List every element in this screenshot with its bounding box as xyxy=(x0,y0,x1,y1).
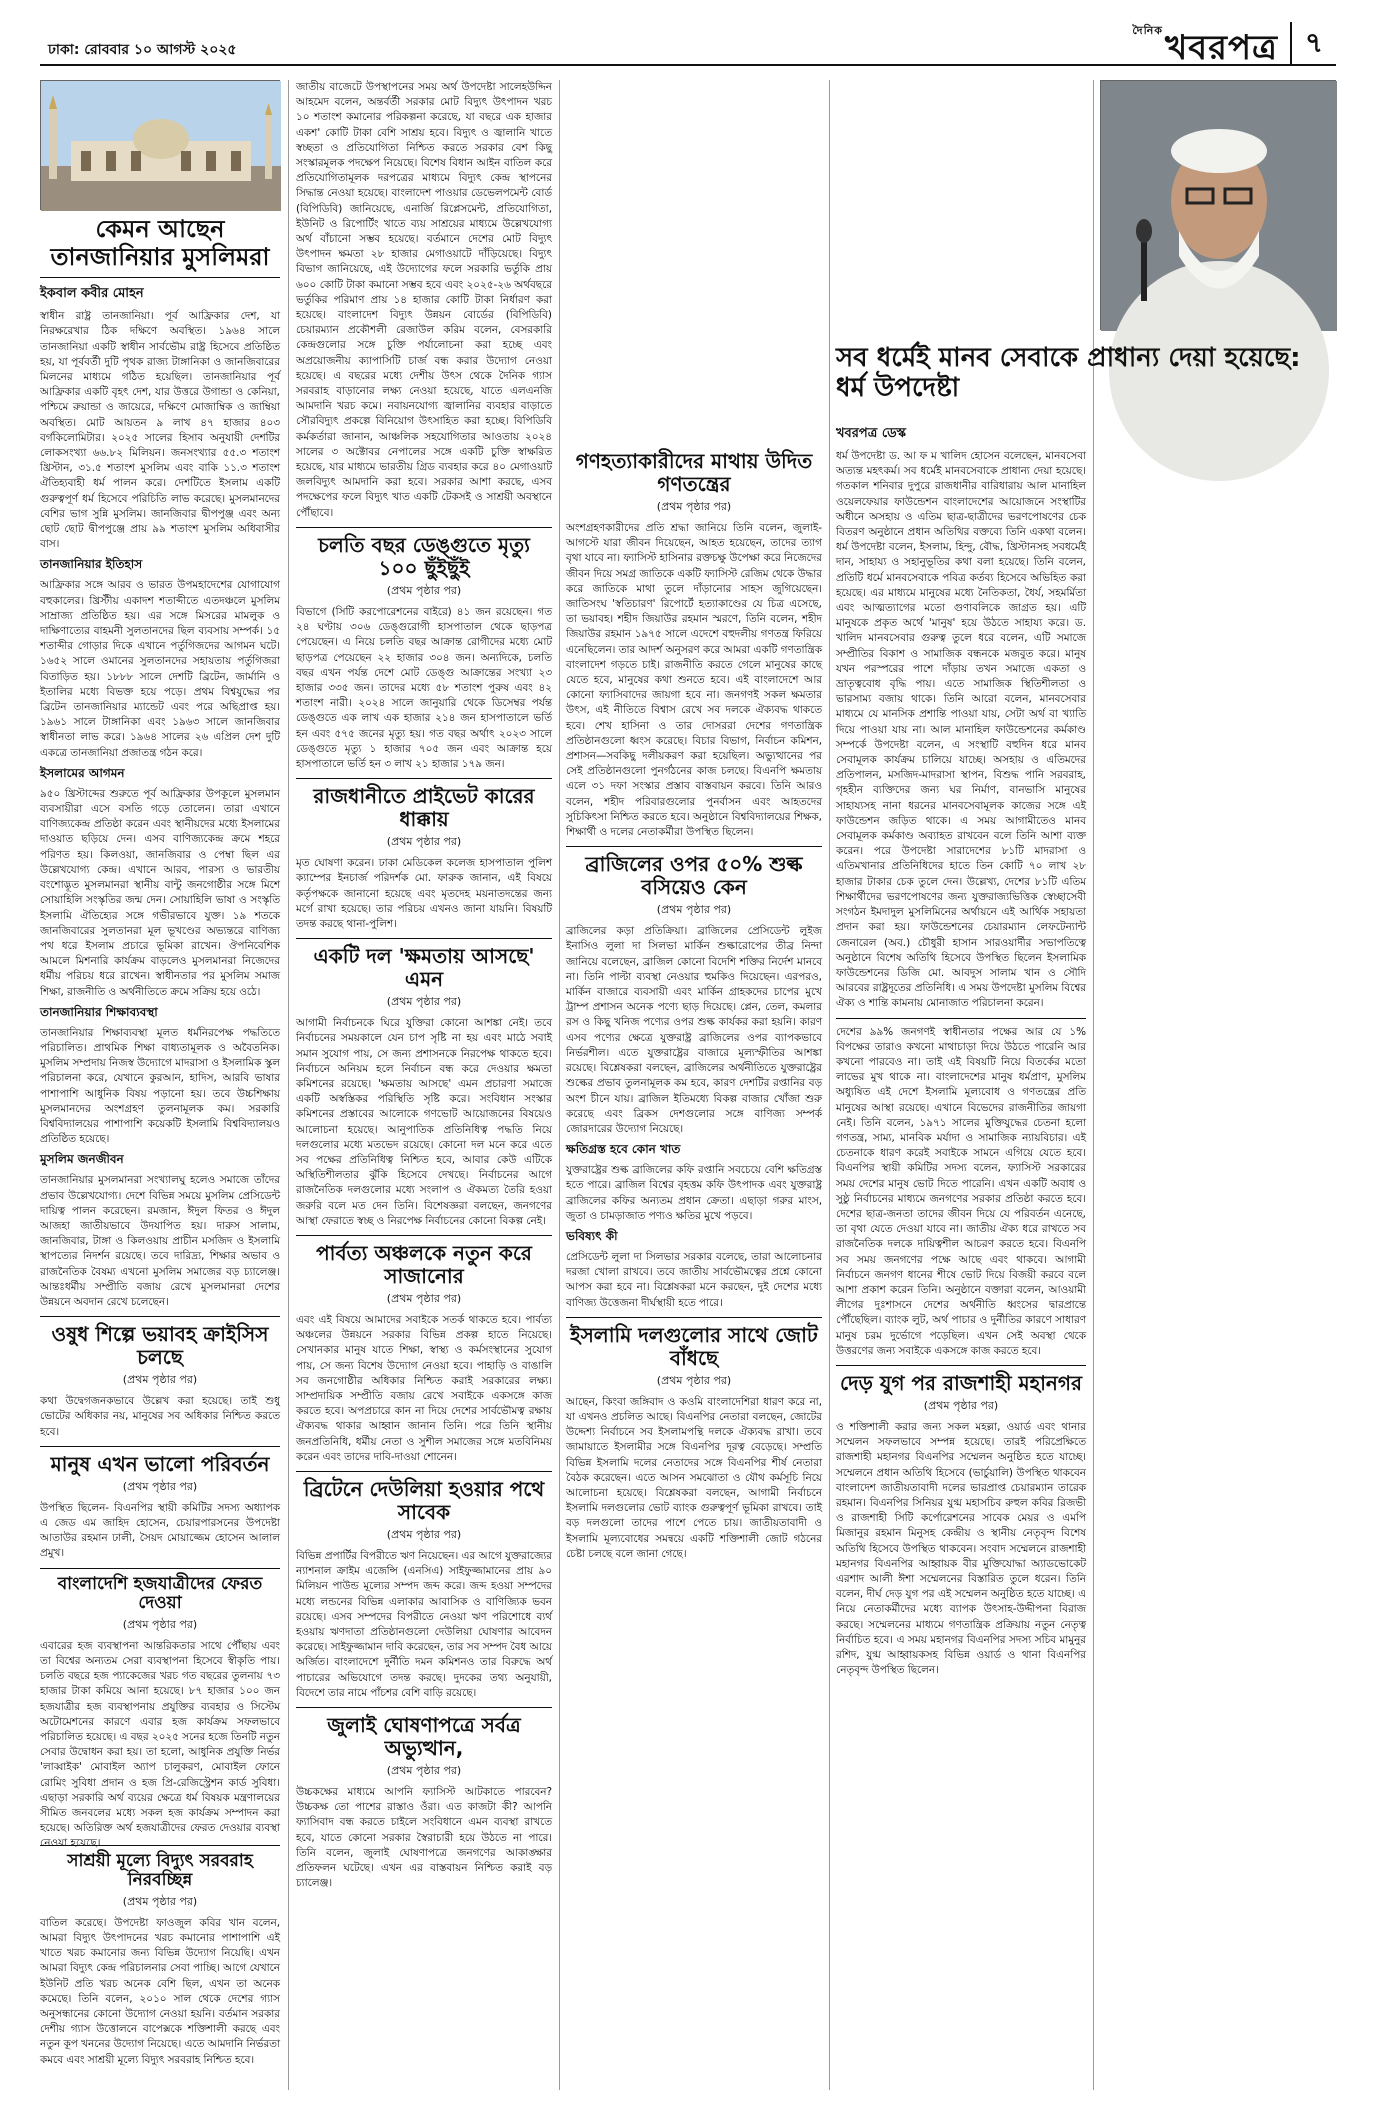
article-text: আগামী নির্বাচনকে ঘিরে যুক্তিরা কোনো আশঙ্কা নেই। তবে নির্বাচনের সময়কালে যেন চাপ সৃষ্টি না হয় এবং মাঠে সবাই সমান সুযোগ পায়, সে জন্য প্রশাসনকে নিরপেক্ষ থাকতে হবে। নির্বাচনে অনিয়ম হলে নির্বাচন বন্ধ করে দেওয়ার ক্ষমতা কমিশনের রয়েছে। 'ক্ষমতায় আসছে' এমন প্রচারণা সমাজে একটি অস্বস্তিকর পরিস্থিতি সৃষ্টি করে। সংবিধান সংস্কার কমিশনের প্রস্তাবের আলোকে গণভোট আয়োজনের বিষয়েও আলোচনা হয়েছে। আনুপাতিক প্রতিনিধিত্ব পদ্ধতি নিয়ে দলগুলোর মধ্যে মতভেদ রয়েছে। কোনো দল মনে করে এতে সব পক্ষের প্রতিনিধিত্ব নিশ্চিত হবে, আবার কেউ এটিকে অস্থিতিশীলতার ঝুঁকি হিসেবে দেখছে। নির্বাচনের আগে রাজনৈতিক দলগুলোর মধ্যে সংলাপ ও ঐকমত্য তৈরি হওয়া জরুরি বলে মত দেন তিনি। বিশেষজ্ঞরা বলছেন, জনগণের আস্থা ফেরাতে স্বচ্ছ ও নিরপেক্ষ নির্বাচনের কোনো বিকল্প নেই। xyxy=(296,1017,552,1227)
continued-tag: (প্রথম পৃষ্ঠার পর) xyxy=(656,1373,732,1387)
byline: খবরপত্র ডেস্ক xyxy=(836,426,907,441)
article-text: তানজানিয়ার শিক্ষাব্যবস্থা মূলত ধর্মনিরপেক্ষ পদ্ধতিতে পরিচালিত। প্রাথমিক শিক্ষা বাধ্যতামূলক ও অবৈতনিক। মুসলিম সম্প্রদায় নিজস্ব উদ্যোগে মাদরাসা ও ইসলামিক স্কুল পরিচালনা করে, যেখানে কুরআন, হাদিস, আরবি ভাষার পাশাপাশি আধুনিক বিষয় পড়ানো হয়। তবে উচ্চশিক্ষায় মুসলমানদের অংশগ্রহণ তুলনামূলক কম। সরকারি বিশ্ববিদ্যালয়ের পাশাপাশি কয়েকটি ইসলামি বিশ্ববিদ্যালয়ও প্রতিষ্ঠিত হয়েছে। xyxy=(40,1026,280,1146)
subheading: তানজানিয়ার ইতিহাস xyxy=(40,557,143,572)
column-divider xyxy=(829,80,830,2090)
subheading: মুসলিম জনজীবন xyxy=(40,1152,124,1167)
religion-headline-area xyxy=(836,338,1336,406)
continued-tag: (প্রথম পৃষ্ঠার পর) xyxy=(386,1764,462,1778)
article-text: এবারের হজ ব্যবস্থাপনা আন্তরিকতার সাথে পৌঁছায় এবং তা বিশ্বের অন্যতম সেরা ব্যবস্থাপনা হিসেবে স্বীকৃতি পায়। চলতি বছরে হজ প্যাকেজের খরচ গত বছরের তুলনায় ৭৩ হাজার টাকা কমিয়ে আনা হয়েছে। ৮৭ হাজার ১০০ জন হজযাত্রীর হজ ব্যবস্থাপনায় প্রযুক্তির ব্যবহার ও সিস্টেম অটোমেশনের কারণে এবার হজ কার্যক্রম সফলভাবে পরিচালিত হয়েছে। এ বছর ২০২৫ সনের হজে তিনটি নতুন সেবার উদ্বোধন করা হয়। তা হলো, আধুনিক প্রযুক্তি নির্ভর 'লাব্বাইক' মোবাইল অ্যাপ চালুকরণ, মোবাইল ফোনে রোমিং সুবিধা প্রদান ও হজ প্রি-রেজিস্ট্রেশন কার্ড সুবিধা। এছাড়া সরকারি অর্থ ব্যয়ের ক্ষেত্রে ধর্ম বিষয়ক মন্ত্রণালয়ের সীমিত জনবলের মধ্যে সকল হজ কার্যক্রম সম্পাদন করা হয়েছে। অতিরিক্ত অর্থ হজযাত্রীদের ফেরত দেওয়ার ব্যবস্থা নেওয়া হয়েছে। xyxy=(40,1639,280,1850)
advisor-photo xyxy=(1100,80,1336,330)
headline-dengue: চলতি বছর ডেঙ্গুতে মৃত্যু ১০০ ছুঁইছুঁই xyxy=(318,532,530,580)
headline-religion: সব ধর্মেই মানব সেবাকে প্রাধান্য দেয়া হয়েছে: ধর্ম উপদেষ্টা xyxy=(836,343,1301,403)
headline-hills: পার্বত্য অঞ্চলকে নতুন করে সাজানোর xyxy=(316,1240,532,1288)
headline-massacre: গণহত্যাকারীদের মাথায় উদিত গণতন্ত্রের xyxy=(575,449,813,496)
logo-text: খবরপত্র xyxy=(1164,28,1278,68)
continued-tag: (প্রথম পৃষ্ঠার পর) xyxy=(122,1894,198,1908)
article-text: বিভিন্ন প্রপার্টির বিপরীতে ঋণ নিয়েছেন। এর আগে যুক্তরাজ্যের ন্যাশনাল ক্রাইম এজেন্সি (এনসিএ) সাইফুজ্জামানের প্রায় ৯০ মিলিয়ন পাউন্ড মূল্যের সম্পদ জব্দ করে। জব্দ হওয়া সম্পদের মধ্যে লন্ডনের বিভিন্ন এলাকার আবাসিক ও বাণিজ্যিক ভবন রয়েছে। এসব সম্পদের বিপরীতে নেওয়া ঋণ পরিশোধে ব্যর্থ হওয়ায় ঋণদাতা প্রতিষ্ঠানগুলো দেউলিয়া ঘোষণার আবেদন করেছে। সাইফুজ্জামান দাবি করেছেন, তার সব সম্পদ বৈধ আয়ে অর্জিত। বাংলাদেশে দুর্নীতি দমন কমিশনও তার বিরুদ্ধে অর্থ পাচারের অভিযোগে তদন্ত করছে। দুদকের তথ্য অনুযায়ী, বিদেশে তার নামে পাঁচশর বেশি বাড়ি রয়েছে। xyxy=(296,1550,552,1699)
article-text: প্রেসিডেন্ট লুলা দা সিলভার সরকার বলেছে, তারা আলোচনার দরজা খোলা রাখবে। তবে জাতীয় সার্বভৌমত্বের প্রশ্নে কোনো আপস করা হবে না। বিশ্লেষকরা মনে করছেন, দুই দেশের মধ্যে বাণিজ্য উত্তেজনা দীর্ঘস্থায়ী হতে পারে। xyxy=(566,1250,822,1309)
continued-tag: (প্রথম পৃষ্ঠার পর) xyxy=(386,1528,462,1542)
masthead xyxy=(40,22,1336,66)
continued-tag: (প্রথম পৃষ্ঠার পর) xyxy=(386,835,462,849)
headline-pharma: ওষুধ শিল্পে ভয়াবহ ক্রাইসিস চলছে xyxy=(51,1322,269,1370)
feature-photo-area xyxy=(1100,80,1336,330)
rule xyxy=(566,846,822,847)
rule xyxy=(836,1365,1086,1366)
subheading: তানজানিয়ার শিক্ষাব্যবস্থা xyxy=(40,1004,158,1019)
rule xyxy=(296,1471,552,1472)
article-text: মৃত ঘোষণা করেন। ঢাকা মেডিকেল কলেজ হাসপাতাল পুলিশ ক্যাম্পের ইনচার্জ পরিদর্শক মো. ফারুক জানান, এই বিষয়ে কর্তৃপক্ষকে জানানো হয়েছে এবং মৃতদেহ ময়নাতদন্তের জন্য মর্গে রাখা হয়েছে। তার পরিচয় এখনও জানা যায়নি। বিষয়টি তদন্ত করছে থানা-পুলিশ। xyxy=(296,857,552,930)
article-text: কথা উদ্বেগজনকভাবে উল্লেখ করা হয়েছে। তাই শুধু ভোটের অধিকার নয়, মানুষের সব অধিকার নিশ্চিত করতে হবে। xyxy=(40,1395,280,1438)
article-text: জাতীয় বাজেটে উপস্থাপনের সময় অর্থ উপদেষ্টা সালেহউদ্দিন আহমেদ বলেন, অন্তর্বর্তী সরকার মোট বিদ্যুৎ উৎপাদন খরচ ১০ শতাংশ কমানোর পরিকল্পনা করেছে, যা বছরে এক হাজার একশ' কোটি টাকা বেশি সাশ্রয় হবে। বিদ্যুৎ ও জ্বালানি খাতে স্বচ্ছতা ও প্রতিযোগিতা নিশ্চিত করতে সরকার বেশ কিছু সংস্কারমূলক পদক্ষেপ নিয়েছে। বিশেষ বিধান আইন বাতিল করে প্রতিযোগিতামূলক দরপত্রের মাধ্যমে বিদ্যুৎ কেন্দ্র স্থাপনের সিদ্ধান্ত নেওয়া হয়েছে। বাংলাদেশ পাওয়ার ডেভেলপমেন্ট বোর্ড (বিপিডিবি) জানিয়েছে, এনার্জি রিপ্লেসমেন্ট, প্রতিযোগিতা, ইউনিট ও রিপোর্টিং খাতে ব্যয় সাশ্রয়ের মাধ্যমে উল্লেখযোগ্য অর্থ বাঁচানো সম্ভব হয়েছে। বর্তমানে দেশের মোট বিদ্যুৎ উৎপাদন ক্ষমতা ২৮ হাজার মেগাওয়াটে দাঁড়িয়েছে। বিদ্যুৎ বিভাগ জানিয়েছে, এই উদ্যোগের ফলে সরকারি ভর্তুকি প্রায় ৬০০ কোটি টাকা কমানো সম্ভব হবে এবং ২০২৫-২৬ অর্থবছরে ভর্তুকির পরিমাণ প্রায় ১৪ হাজার কোটি টাকা নির্ধারণ করা হয়েছে। বাংলাদেশ বিদ্যুৎ উন্নয়ন বোর্ডের (বিপিডিবি) চেয়ারম্যান প্রকৌশলী রেজাউল করিম বলেন, বেসরকারি কেন্দ্রগুলোর সঙ্গে চুক্তি পর্যালোচনা করা হচ্ছে এবং অপ্রয়োজনীয় ক্যাপাসিটি চার্জ বন্ধ করার উদ্যোগ নেওয়া হয়েছে। এ বছরের মধ্যে দেশীয় উৎস থেকে দৈনিক গ্যাস সরবরাহ বাড়ানোর লক্ষ্য নেওয়া হয়েছে, যাতে এলএনজি আমদানি খরচ কমে। নবায়নযোগ্য জ্বালানির ব্যবহার বাড়াতে সৌরবিদ্যুৎ প্রকল্পে বিনিয়োগ উৎসাহিত করা হচ্ছে। বিপিডিবি কর্মকর্তারা জানান, আঞ্চলিক সহযোগিতার আওতায় ২০২৪ সালের ৩ অক্টোবর নেপালের সঙ্গে একটি চুক্তি স্বাক্ষরিত হয়েছে, যার মাধ্যমে ভারতীয় গ্রিড ব্যবহার করে ৪০ মেগাওয়াট জলবিদ্যুৎ আমদানি করা হবে। সরকার আশা করছে, এসব পদক্ষেপের ফলে বিদ্যুৎ খাত একটি টেকসই ও সাশ্রয়ী অবস্থানে পৌঁছাবে। xyxy=(296,81,552,519)
advisor-portrait xyxy=(1101,81,1337,331)
headline-rajshahi: দেড় যুগ পর রাজশাহী মহানগর xyxy=(840,1370,1082,1395)
rule xyxy=(40,277,280,278)
headline-july: জুলাই ঘোষণাপত্রে সর্বত্র অভ্যুত্থান, xyxy=(327,1713,521,1761)
article-text: বিভাগে (সিটি করপোরেশনের বাইরে) ৪১ জন রয়েছেন। গত ২৪ ঘণ্টায় ৩০৬ ডেঙ্গুরোগী হাসপাতাল থেকে ছাড়পত্র পেয়েছেন। এ নিয়ে চলতি বছর আক্রান্ত রোগীদের মধ্যে মোট ছাড়পত্র পেয়েছেন ২২ হাজার ৩০৪ জন। অন্যদিকে, চলতি বছর এখন পর্যন্ত দেশে মোট ডেঙ্গু আক্রান্তের সংখ্যা ২৩ হাজার ৩৩৫ জন। তাদের মধ্যে ৫৮ শতাংশ পুরুষ এবং ৪২ শতাংশ নারী। ২০২৪ সালে জানুয়ারি থেকে ডিসেম্বর পর্যন্ত ডেঙ্গুতে এক লাখ এক হাজার ২১৪ জন হাসপাতালে ভর্তি হন এবং ৫৭৫ জনের মৃত্যু হয়। গত বছর অর্থাৎ ২০২৩ সালে ডেঙ্গুতে মৃত্যু ১ হাজার ৭০৫ জন এবং আক্রান্ত হয়ে হাসপাতালে ভর্তি হন ৩ লাখ ২১ হাজার ১৭৯ জন। xyxy=(296,605,552,770)
continued-tag: (প্রথম পৃষ্ঠার পর) xyxy=(656,500,732,513)
article-text: ৯৫০ খ্রিস্টাব্দের শুরুতে পূর্ব আফ্রিকার উপকূলে মুসলমান ব্যবসায়ীরা এসে বসতি গড়ে তোলেন। তারা এখানে বাণিজ্যকেন্দ্র প্রতিষ্ঠা করেন এবং স্থানীয়দের মধ্যে ইসলামের দাওয়াত ছড়িয়ে দেন। এসব বাণিজ্যকেন্দ্র ক্রমে শহরে পরিণত হয়। কিলওয়া, জানজিবার ও পেম্বা ছিল এর উল্লেখযোগ্য কেন্দ্র। এখানে আরব, পারস্য ও ভারতীয় বংশোদ্ভূত মুসলমানরা স্থানীয় বান্টু জনগোষ্ঠীর সঙ্গে মিশে সোয়াহিলি সংস্কৃতির জন্ম দেন। সোয়াহিলি ভাষা ও সংস্কৃতি ইসলামি ঐতিহ্যের সঙ্গে গভীরভাবে যুক্ত। ১৯ শতকে জানজিবারের সুলতানরা মূল ভূখণ্ডের অভ্যন্তরে বাণিজ্য পথ ধরে ইসলাম প্রচারে ভূমিকা রাখেন। ঔপনিবেশিক আমলে মিশনারি কার্যক্রম বাড়লেও মুসলমানরা নিজেদের ধর্মীয় পরিচয় ধরে রাখেন। স্বাধীনতার পর মুসলিম সমাজ শিক্ষা, রাজনীতি ও অর্থনীতিতে ক্রমে সক্রিয় হয়ে ওঠে। xyxy=(40,787,280,998)
mosque-illustration xyxy=(41,81,281,211)
column-divider xyxy=(559,80,560,2090)
headline-britain: ব্রিটেনে দেউলিয়া হওয়ার পথে সাবেক xyxy=(303,1477,545,1525)
newspaper-logo xyxy=(1124,22,1286,68)
headline-tanzania: কেমন আছেন তানজানিয়ার মুসলিমরা xyxy=(50,215,270,271)
rule xyxy=(40,1446,280,1447)
subheading: ক্ষতিগ্রস্ত হবে কোন খাত xyxy=(566,1142,681,1157)
subheading: ভবিষ্যৎ কী xyxy=(566,1228,618,1243)
rule xyxy=(296,1235,552,1236)
rule xyxy=(40,1568,280,1569)
article-text: উচ্চকক্ষের মাধ্যমে আপনি ফ্যাসিস্ট আটকাতে পারবেন? উচ্চকক্ষ তো পাশের রাস্তাও ওঁরা। এত কাজটা কী? আপনি ফ্যাসিবাদ বন্ধ করতে চাইলে সংবিধানে এমন ব্যবস্থা রাখতে হবে, যাতে কোনো সরকার স্বৈরাচারী হয়ে উঠতে না পারে। তিনি বলেন, জুলাই ঘোষণাপত্রে জনগণের আকাঙ্ক্ষার প্রতিফলন ঘটেছে। এখন এর বাস্তবায়ন নিশ্চিত করাই বড় চ্যালেঞ্জ। xyxy=(296,1786,552,1890)
rule xyxy=(836,1018,1086,1019)
column-2 xyxy=(296,80,552,1891)
article-text: ধর্ম উপদেষ্টা ড. আ ফ ম খালিদ হোসেন বলেছেন, মানবসেবা অত্যন্ত মহৎকর্ম। সব ধর্মেই মানবসেবাকে প্রাধান্য দেয়া হয়েছে। গতকাল শনিবার দুপুরে রাজধানীর বারিধারায় আল মানাহিল ওয়েলফেয়ার ফাউন্ডেশন বাংলাদেশের আয়োজনে সংস্থাটির অধীনে অসহায় ও এতিম ছাত্র-ছাত্রীদের ভরণপোষণের চেক বিতরণ অনুষ্ঠানে প্রধান অতিথির বক্তব্যে তিনি একথা বলেন। ধর্ম উপদেষ্টা বলেন, ইসলাম, হিন্দু, বৌদ্ধ, খ্রিস্টানসহ সবধর্মেই দান, সাহায্য ও সহানুভূতির কথা বলা হয়েছে। তিনি বলেন, প্রতিটি ধর্মে মানবসেবাকে পবিত্র কর্তব্য হিসেবে অভিহিত করা হয়েছে। এর মাধ্যমে মানুষের মধ্যে নৈতিকতা, ধৈর্য, সহমর্মিতা এবং আত্মত্যাগের মতো গুণাবলিকে জাগ্রত হয়। এটি মানুষকে প্রকৃত অর্থে 'মানুষ' হয়ে উঠতে সাহায্য করে। ড. খালিদ মানবসেবার গুরুত্ব তুলে ধরে বলেন, এটি সমাজে সম্প্রীতির বিকাশ ও সামাজিক বন্ধনকে মজবুত করে। মানুষ যখন পরস্পরের পাশে দাঁড়ায় তখন সমাজে একতা ও ভ্রাতৃত্ববোধ বৃদ্ধি পায়। এতে সামাজিক স্থিতিশীলতা ও ভারসাম্য বজায় থাকে। তিনি আরো বলেন, মানবসেবার মাধ্যমে যে মানসিক প্রশান্তি পাওয়া যায়, সেটা অর্থ বা খ্যাতি দিয়ে পাওয়া যায় না। আল মানাহিল ফাউন্ডেশনের কর্মকাণ্ড সম্পর্কে উপদেষ্টা বলেন, এ সংস্থাটি বহুদিন ধরে মানব সেবামূলক কার্যক্রম চালিয়ে যাচ্ছে। অসহায় ও এতিমদের প্রতিপালন, মসজিদ-মাদরাসা স্থাপন, বিশুদ্ধ পানি সরবরাহ, গৃহহীন ব্যক্তিদের জন্য ঘর নির্মাণ, বানভাসি মানুষের সাহায্যসহ নানা ধরনের মানবসেবামূলক কাজের সঙ্গে এই ফাউন্ডেশন জড়িত থাকে। এ সময় আগামীতেও মানব সেবামূলক কর্মকাণ্ড অব্যাহত রাখবেন বলে তিনি আশা ব্যক্ত করেন। পরে উপদেষ্টা সারাদেশের ৮১টি মাদরাসা ও এতিমখানার প্রতিনিধিদের হাতে তিন কোটি ৭০ লাখ ২৮ হাজার টাকার চেক তুলে দেন। উল্লেখ্য, দেশের ৮১টি এতিম শিক্ষার্থীদের ভরণপোষণের জন্য যুক্তরাজ্যভিত্তিক স্বেচ্ছাসেবী সংগঠন ইমদাদুল মুসলিমিনের অর্থায়নে এই আর্থিক সহায়তা প্রদান করা হয়। ফাউন্ডেশনের চেয়ারম্যান লেফটেন্যান্ট জেনারেল (অব.) চৌধুরী হাসান সারওয়ার্দীর সভাপতিত্বে অনুষ্ঠানে বিশেষ অতিথি হিসেবে উপস্থিত ছিলেন ইসলামিক ফাউন্ডেশনের ডিজি মো. আবদুস সালাম খান ও সৌদি আরবের রাষ্ট্রদূতের প্রতিনিধি। এ সময় উপদেষ্টা মুসলিম বিশ্বের ঐক্য ও শান্তি কামনায় মোনাজাত পরিচালনা করেন। xyxy=(836,450,1086,1010)
continued-tag: (প্রথম পৃষ্ঠার পর) xyxy=(386,583,462,597)
newspaper-page xyxy=(40,22,1336,2102)
article-text: ও শক্তিশালী করার জন্য সকল মহল্লা, ওয়ার্ড এবং থানার সম্মেলন সফলভাবে সম্পন্ন হয়েছে। তারই পরিপ্রেক্ষিতে রাজশাহী মহানগর বিএনপির সম্মেলন অনুষ্ঠিত হতে যাচ্ছে। সম্মেলনে প্রধান অতিথি হিসেবে (ভার্চুয়ালি) উপস্থিত থাকবেন বাংলাদেশ জাতীয়তাবাদী দলের ভারপ্রাপ্ত চেয়ারম্যান তারেক রহমান। বিএনপির সিনিয়র যুগ্ম মহাসচিব রুহুল কবির রিজভী ও রাজশাহী সিটি কর্পোরেশনের সাবেক মেয়র ও এমপি মিজানুর রহমান মিনুসহ কেন্দ্রীয় ও স্থানীয় নেতৃবৃন্দ বিশেষ অতিথি হিসেবে উপস্থিত থাকবেন। সংবাদ সম্মেলনে রাজশাহী মহানগর বিএনপির আহ্বায়ক বীর মুক্তিযোদ্ধা অ্যাডভোকেট এরশাদ আলী ঈশা সম্মেলনের বিস্তারিত তুলে ধরেন। তিনি বলেন, দীর্ঘ দেড় যুগ পর এই সম্মেলন অনুষ্ঠিত হতে যাচ্ছে। এ নিয়ে নেতাকর্মীদের মধ্যে ব্যাপক উৎসাহ-উদ্দীপনা বিরাজ করছে। সম্মেলনের মাধ্যমে গণতান্ত্রিক প্রক্রিয়ায় নতুন নেতৃত্ব নির্বাচিত হবে। এ সময় মহানগর বিএনপির সদস্য সচিব মামুনুর রশিদ, যুগ্ম আহ্বায়কসহ বিভিন্ন ওয়ার্ড ও থানা বিএনপির নেতৃবৃন্দ উপস্থিত ছিলেন। xyxy=(836,1420,1086,1677)
article-text: অংশগ্রহণকারীদের প্রতি শ্রদ্ধা জানিয়ে তিনি বলেন, জুলাই-আগস্টে যারা জীবন দিয়েছেন, আহত হয়েছেন, তাদের ত্যাগ বৃথা যাবে না। ফ্যাসিস্ট হাসিনার রক্তচক্ষু উপেক্ষা করে নিজেদের জীবন দিয়ে সমগ্র জাতিকে একটি ফ্যাসিস্ট রেজিম থেকে উদ্ধার করে জাতিকে মাথা তুলে দাঁড়ানোর সাহস জুগিয়েছেন। জাতিসংঘ 'স্বতিচারণ' রিপোর্টে হত্যাকাণ্ডের যে চিত্র এসেছে, তা ভয়াবহ। শহীদ জিয়াউর রহমান স্মরণে, তিনি বলেন, শহীদ জিয়াউর রহমান ১৯৭৫ সালে এদেশে বহুদলীয় গণতন্ত্র ফিরিয়ে এনেছিলেন। তার আদর্শ অনুসরণ করে আমরা একটি গণতান্ত্রিক বাংলাদেশ গড়তে চাই। রাজনীতি করতে গেলে মানুষের কাছে যেতে হবে, মানুষের কথা শুনতে হবে। এই বাংলাদেশে আর কোনো ফ্যাসিবাদের জায়গা হবে না। জনগণই সকল ক্ষমতার উৎস, এই নীতিতে বিশ্বাস রেখে সব দলকে ঐক্যবদ্ধ থাকতে হবে। শেখ হাসিনা ও তার দোসররা দেশের গণতান্ত্রিক প্রতিষ্ঠানগুলো ধ্বংস করেছে। বিচার বিভাগ, নির্বাচন কমিশন, প্রশাসন—সবকিছু দলীয়করণ করা হয়েছিল। অভ্যুত্থানের পর সেই প্রতিষ্ঠানগুলো পুনর্গঠনের কাজ চলছে। বিএনপি ক্ষমতায় এলে ৩১ দফা সংস্কার প্রস্তাব বাস্তবায়ন করবে। তিনি আরও বলেন, শহীদ পরিবারগুলোর পুনর্বাসন এবং আহতদের সুচিকিৎসা নিশ্চিত করতে হবে। অনুষ্ঠানে বিশ্ববিদ্যালয়ের শিক্ষক, শিক্ষার্থী ও দলের নেতাকর্মীরা উপস্থিত ছিলেন। xyxy=(566,522,822,839)
byline: ইকবাল কবীর মোহন xyxy=(40,286,144,302)
subheading: ইসলামের আগমন xyxy=(40,765,125,780)
column-4 xyxy=(836,80,1086,332)
article-text: যুক্তরাষ্ট্রের শুল্ক ব্রাজিলের কফি রপ্তানি সবচেয়ে বেশি ক্ষতিগ্রস্ত হতে পারে। ব্রাজিল বিশ্বের বৃহত্তম কফি উৎপাদক এবং যুক্তরাষ্ট্র ব্রাজিলের কফির অন্যতম প্রধান ক্রেতা। এছাড়া গরুর মাংস, জুতা ও চামড়াজাত পণ্যও ক্ষতির মুখে পড়বে। xyxy=(566,1164,822,1222)
rule xyxy=(296,1707,552,1708)
article-text: স্বাধীন রাষ্ট্র তানজানিয়া। পূর্ব আফ্রিকার দেশ, যা নিরক্ষরেখার ঠিক দক্ষিণে অবস্থিত। ১৯৬৪ সালে তানজানিয়া একটি স্বাধীন সার্বভৌম রাষ্ট্র হিসেবে প্রতিষ্ঠিত হয়, যা পূর্ববর্তী দুটি পৃথক রাজ্য টাঙ্গানিকা ও জানজিবারের মিলনের মাধ্যমে গঠিত হয়েছিল। তানজানিয়ার পূর্ব আফ্রিকার একটি বৃহৎ দেশ, যার উত্তরে উগান্ডা ও কেনিয়া, পশ্চিমে রুয়ান্ডা ও জায়েরে, দক্ষিণে মোজাম্বিক ও জাম্বিয়া অবস্থিত। মোট আয়তন ৯ লাখ ৪৭ হাজার ৪০৩ বর্গকিলোমিটার। ২০২৫ সালের হিসাব অনুযায়ী দেশটির লোকসংখ্যা ৬৬.৮২ মিলিয়ন। জনসংখ্যার ৫৫.৩ শতাংশ খ্রিস্টান, ৩১.৫ শতাংশ মুসলিম এবং বাকি ১১.৩ শতাংশ ঐতিহ্যবাহী ধর্ম পালন করে। দেশটিতে ইসলাম একটি গুরুত্বপূর্ণ ধর্ম হিসেবে পরিচিতি লাভ করেছে। মুসলমানদের বেশির ভাগ সুন্নি মুসলিম। জানজিবার দ্বীপপুঞ্জ এবং অন্য ছোট ছোট দ্বীপপুঞ্জে প্রায় ৯৯ শতাংশ মুসলিম অধিবাসীর বাস। xyxy=(40,310,280,551)
continued-tag: (প্রথম পৃষ্ঠার পর) xyxy=(656,903,732,917)
headline-power-grab: একটি দল 'ক্ষমতায় আসছে' এমন xyxy=(313,944,535,992)
headline-people: মানুষ এখন ভালো পরিবর্তন xyxy=(50,1451,270,1476)
headline-hajj: বাংলাদেশি হজযাত্রীদের ফেরত দেওয়া xyxy=(57,1573,263,1614)
continued-tag: (প্রথম পৃষ্ঠার পর) xyxy=(122,1479,198,1493)
headline-rail: রাজধানীতে প্রাইভেট কারের ধাক্কায় xyxy=(313,784,535,832)
rule xyxy=(566,1317,822,1318)
mosque-photo xyxy=(40,80,280,210)
continued-tag: (প্রথম পৃষ্ঠার পর) xyxy=(122,1373,198,1387)
article-text: ব্রাজিলের কড়া প্রতিক্রিয়া। ব্রাজিলের প্রেসিডেন্ট লুইজ ইনাসিও লুলা দা সিলভা মার্কিন শুল্কারোপের তীব্র নিন্দা জানিয়ে বলেছেন, ব্রাজিল কোনো বিদেশি শক্তির নির্দেশ মানবে না। তিনি পাল্টা ব্যবস্থা নেওয়ার হুমকিও দিয়েছেন। এরপরও, মার্কিন বাজারে ব্যবসায়ী এবং মার্কিন গ্রাহকদের চাপের মুখে ট্রাম্প প্রশাসন অনেক পণ্যে ছাড় দিয়েছে। প্লেন, তেল, কমলার রস ও কিছু খনিজ পণ্যের ওপর শুল্ক কার্যকর করা হয়নি। কারণ এসব পণ্যের ক্ষেত্রে যুক্তরাষ্ট্র ব্রাজিলের ওপর ব্যাপকভাবে নির্ভরশীল। এতে যুক্তরাষ্ট্রের বাজারে মূল্যস্ফীতির আশঙ্কা রয়েছে। বিশ্লেষকরা বলছেন, ব্রাজিলের অর্থনীতিতে যুক্তরাষ্ট্রের শুল্কের প্রভাব তুলনামূলক কম হবে, কারণ দেশটির রপ্তানির বড় অংশ চীনে যায়। ব্রাজিল ইতিমধ্যে বিকল্প বাজার খোঁজা শুরু করেছে এবং ব্রিকস দেশগুলোর সঙ্গে বাণিজ্য সম্পর্ক জোরদারের উদ্যোগ নিয়েছে। xyxy=(566,925,822,1135)
spacer xyxy=(836,80,1086,332)
rule xyxy=(296,527,552,528)
continued-tag: (প্রথম পৃষ্ঠার পর) xyxy=(923,1398,999,1412)
column-3 xyxy=(566,80,822,1562)
article-text: তানজানিয়ার মুসলমানরা সংখ্যালঘু হলেও সমাজে তাঁদের প্রভাব উল্লেখযোগ্য। দেশে বিভিন্ন সময়ে মুসলিম প্রেসিডেন্ট দায়িত্ব পালন করেছেন। রমজান, ঈদুল ফিতর ও ঈদুল আজহা জাতীয়ভাবে উদযাপিত হয়। দারুস সালাম, জানজিবার, টাঙ্গা ও কিলওয়ায় প্রাচীন মসজিদ ও ইসলামি স্থাপত্যের নিদর্শন রয়েছে। তবে দারিদ্র্য, শিক্ষার অভাব ও রাজনৈতিক বৈষম্য এখনো মুসলিম সমাজের বড় চ্যালেঞ্জ। আন্তঃধর্মীয় সম্প্রীতি বজায় রেখে মুসলমানরা দেশের উন্নয়নে অবদান রেখে চলেছেন। xyxy=(40,1174,280,1308)
article-text: আছেন, কিংবা জঙ্গিবাদ ও কওমি বাংলাদেশিরা ধারণ করে না, যা এখনও প্রচলিত আছে। বিএনপির নেতারা বলছেন, জোটের উদ্দেশ্য নির্বাচনে সব ইসলামপন্থি দলকে ঐক্যবদ্ধ রাখা। তবে জামায়াতে ইসলামীর সঙ্গে বিএনপির দূরত্ব বেড়েছে। সম্প্রতি বিভিন্ন ইসলামি দলের নেতাদের সঙ্গে বিএনপির শীর্ষ নেতারা বৈঠক করেছেন। এতে আসন সমঝোতা ও যৌথ কর্মসূচি নিয়ে আলোচনা হয়েছে। বিশ্লেষকরা বলছেন, আগামী নির্বাচনে ইসলামি দলগুলোর ভোট ব্যাংক গুরুত্বপূর্ণ ভূমিকা রাখবে। তাই বড় দলগুলো তাদের পাশে পেতে চায়। জাতীয়তাবাদী ও ইসলামি মূল্যবোধের সমন্বয়ে একটি শক্তিশালী জোট গঠনের চেষ্টা চলছে বলে জানা গেছে। xyxy=(566,1395,822,1560)
rule xyxy=(296,938,552,939)
rule xyxy=(40,1316,280,1317)
rule xyxy=(296,778,552,779)
page-number: ৭ xyxy=(1290,22,1336,64)
column-1 xyxy=(40,80,280,2068)
article-text: দেশের ৯৯% জনগণই স্বাধীনতার পক্ষের আর যে ১% বিপক্ষের তারাও কখনো মাথাচাড়া দিয়ে উঠতে পারেনি আর কখনো পারবেও না। তাই এই বিষয়টি নিয়ে বিতর্কের মতো লাভের মুখ থাকে না। বাংলাদেশের মানুষ ধর্মপ্রাণ, মুসলিম অধ্যুষিত এই দেশে ইসলামি মূল্যবোধ ও গণতন্ত্রের প্রতি মানুষের আস্থা রয়েছে। এখানে বিভেদের রাজনীতির জায়গা নেই। তিনি বলেন, ১৯৭১ সালের মুক্তিযুদ্ধের চেতনা হলো গণতন্ত্র, সাম্য, মানবিক মর্যাদা ও সামাজিক ন্যায়বিচার। এই চেতনাকে ধারণ করেই সবাইকে সামনে এগিয়ে যেতে হবে। বিএনপির স্থায়ী কমিটির সদস্য বলেন, ফ্যাসিস্ট সরকারের সময় দেশের মানুষ ভোট দিতে পারেনি। এখন একটি অবাধ ও সুষ্ঠু নির্বাচনের মাধ্যমে জনগণের সরকার প্রতিষ্ঠা করতে হবে। দেশের ছাত্র-জনতা তাদের জীবন দিয়ে যে পরিবর্তন এনেছে, তা বৃথা যেতে দেওয়া যাবে না। জাতীয় ঐক্য ধরে রাখতে সব রাজনৈতিক দলকে দায়িত্বশীল আচরণ করতে হবে। বিএনপি সব সময় জনগণের পক্ষে আছে এবং থাকবে। আগামী নির্বাচনে জনগণ ধানের শীষে ভোট দিয়ে বিজয়ী করবে বলে আশা প্রকাশ করেন তিনি। অনুষ্ঠানে বক্তারা বলেন, আওয়ামী লীগের দুঃশাসনে দেশের অর্থনীতি ধ্বংসের দ্বারপ্রান্তে পৌঁছেছিল। ব্যাংক লুট, অর্থ পাচার ও দুর্নীতির কারণে সাধারণ মানুষ চরম দুর্ভোগে পড়েছিল। এখন সেই অবস্থা থেকে উত্তরণের জন্য সবাইকে একসঙ্গে কাজ করতে হবে। xyxy=(836,1025,1086,1357)
article-text: বাতিল করেছে। উপদেষ্টা ফাওজুল কবির খান বলেন, আমরা বিদ্যুৎ উৎপাদনের খরচ কমানোর পাশাপাশি এই খাতে খরচ কমানোর জন্য বিভিন্ন উদ্যোগ নিয়েছি। এখন আমরা বিদ্যুৎ কেন্দ্র পরিচালনার সেবা পাচ্ছি। আগে যেখানে ইউনিট প্রতি খরচ অনেক বেশি ছিল, এখন তা অনেক কমেছে। তিনি বলেন, ২০১০ সাল থেকে দেশের গ্যাস অনুসন্ধানের কোনো উদ্যোগ নেওয়া হয়নি। বর্তমান সরকার দেশীয় গ্যাস উত্তোলনে বাপেক্সকে শক্তিশালী করছে এবং নতুন কূপ খননের উদ্যোগ নিয়েছে। এতে আমদানি নির্ভরতা কমবে এবং সাশ্রয়ী মূল্যে বিদ্যুৎ সরবরাহ নিশ্চিত হবে। xyxy=(40,1916,280,2066)
article-text: এবং এই বিষয়ে আমাদের সবাইকে সতর্ক থাকতে হবে। পার্বত্য অঞ্চলের উন্নয়নে সরকার বিভিন্ন প্রকল্প হাতে নিয়েছে। সেখানকার মানুষ যাতে শিক্ষা, স্বাস্থ্য ও কর্মসংস্থানের সুযোগ পায়, সে জন্য বিশেষ উদ্যোগ নেওয়া হবে। পাহাড়ি ও বাঙালি সব জনগোষ্ঠীর অধিকার নিশ্চিত করাই সরকারের লক্ষ্য। সাম্প্রদায়িক সম্প্রীতি বজায় রেখে সবাইকে একসঙ্গে কাজ করতে হবে। অপপ্রচারে কান না দিয়ে দেশের সার্বভৌমত্ব রক্ষায় ঐক্যবদ্ধ থাকার আহ্বান জানান তিনি। পরে তিনি স্থানীয় জনপ্রতিনিধি, ধর্মীয় নেতা ও সুশীল সমাজের সঙ্গে মতবিনিময় করেন এবং তাদের দাবি-দাওয়া শোনেন। xyxy=(296,1313,552,1463)
article-text: আফ্রিকার সঙ্গে আরব ও ভারত উপমহাদেশের যোগাযোগ বহুকালের। খ্রিস্টীয় একাদশ শতাব্দীতে এতদঞ্চলে মুসলিম সাম্রাজ্য প্রতিষ্ঠিত হয়। এর সঙ্গে মিসরের মামলুক ও দাক্ষিণাত্যের বাহমনী সুলতানদের ছিল ব্যবসায় সম্পর্ক। ১৫ শতাব্দীর গোড়ার দিকে এখানে পর্তুগিজদের আগমন ঘটে। ১৬৫২ সালে ওমানের সুলতানদের সহায়তায় পর্তুগিজরা বিতাড়িত হয়। ১৮৮৮ সালে দেশটি ব্রিটেন, জার্মানি ও ইতালির মধ্যে বিভক্ত হয়ে পড়ে। প্রথম বিশ্বযুদ্ধের পর ব্রিটেন তানজানিয়ার ম্যান্ডেট এবং পরে অছিপ্রাপ্ত হয়। ১৯৬১ সালে টাঙ্গানিকা এবং ১৯৬৩ সালে জানজিবার স্বাধীনতা লাভ করে। ১৯৬৪ সালের ২৬ এপ্রিল দেশ দুটি একত্রে তানজানিয়া প্রজাতন্ত্র গঠন করে। xyxy=(40,579,280,759)
continued-tag: (প্রথম পৃষ্ঠার পর) xyxy=(386,1291,462,1305)
column-divider xyxy=(288,80,289,2090)
article-text: উপস্থিত ছিলেন- বিএনপির স্থায়ী কমিটির সদস্য অধ্যাপক এ জেড এম জাহিদ হোসেন, চেয়ারপারসনের উপদেষ্টা আতাউর রহমান ঢালী, সৈয়দ মোয়াজ্জেম হোসেন আলাল প্রমুখ। xyxy=(40,1501,280,1560)
headline-islamic: ইসলামি দলগুলোর সাথে জোট বাঁধছে xyxy=(570,1322,818,1370)
headline-power: সাশ্রয়ী মূল্যে বিদ্যুৎ সরবরাহ নিরবচ্ছিন্ন xyxy=(67,1850,253,1891)
continued-tag: (প্রথম পৃষ্ঠার পর) xyxy=(386,995,462,1009)
continued-tag: (প্রথম পৃষ্ঠার পর) xyxy=(122,1617,198,1631)
logo-prefix: দৈনিক xyxy=(1132,24,1163,37)
headline-brazil: ব্রাজিলের ওপর ৫০% শুল্ক বসিয়েও কেন xyxy=(585,852,803,900)
issue-date: ঢাকা: রোববার ১০ আগস্ট ২০২৫ xyxy=(48,42,237,58)
column-4-body xyxy=(836,422,1086,1678)
